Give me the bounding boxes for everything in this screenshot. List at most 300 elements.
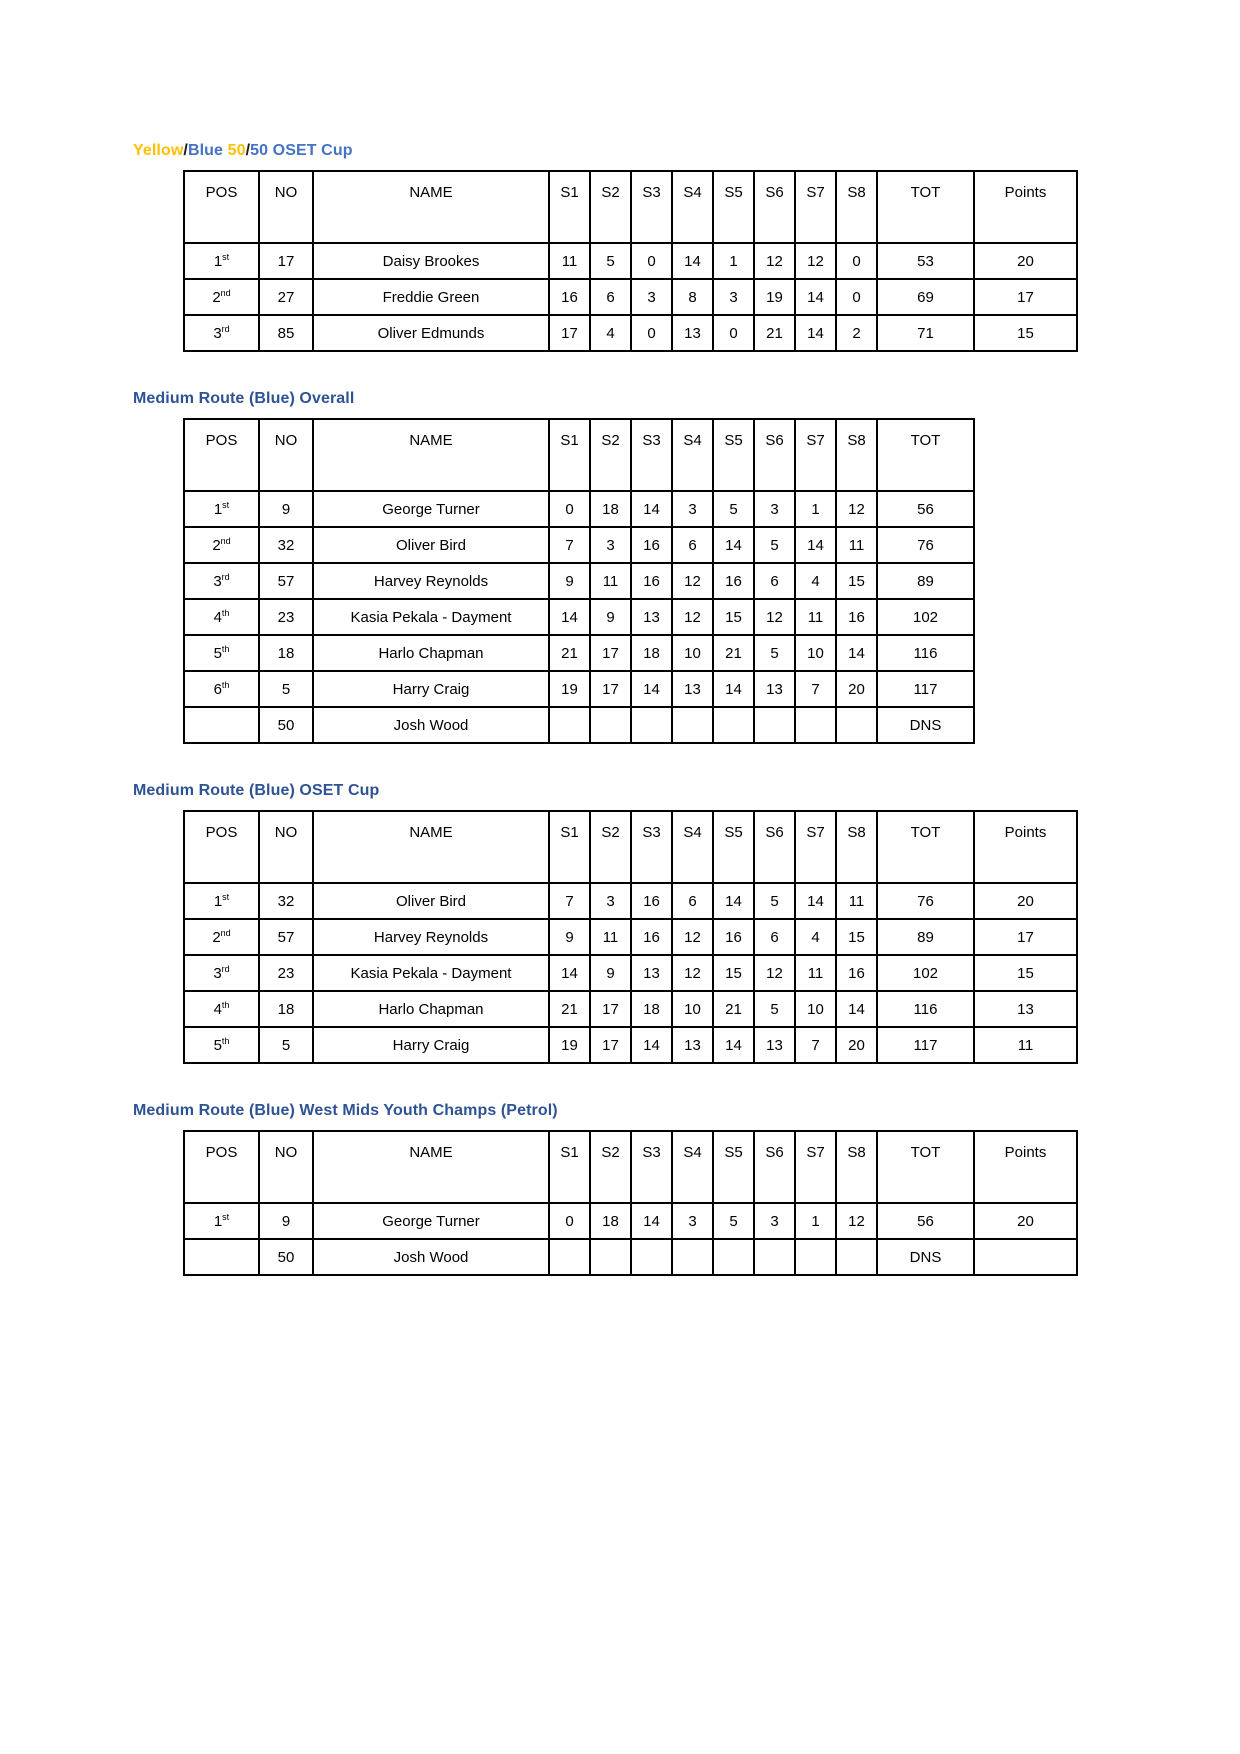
column-header-s6: S6 bbox=[754, 1131, 795, 1203]
table-row bbox=[184, 599, 974, 635]
score-cell-s4: 13 bbox=[672, 1027, 713, 1063]
score-cell-s3 bbox=[631, 707, 672, 743]
ordinal-suffix: th bbox=[221, 679, 230, 690]
score-cell-s3: 14 bbox=[631, 1027, 672, 1063]
column-header-no: NO bbox=[259, 171, 313, 243]
column-header-s7: S7 bbox=[795, 1131, 836, 1203]
pos-number: 3 bbox=[213, 324, 222, 342]
column-header-pos: POS bbox=[184, 1131, 259, 1203]
points-cell: 17 bbox=[974, 279, 1077, 315]
score-cell-s1: 0 bbox=[549, 1203, 590, 1239]
table-row bbox=[184, 671, 974, 707]
score-cell-s4 bbox=[672, 707, 713, 743]
score-cell-s7: 14 bbox=[795, 527, 836, 563]
pos-number: 5 bbox=[213, 644, 222, 662]
score-cell-s2: 17 bbox=[590, 635, 631, 671]
pos-cell bbox=[184, 707, 259, 743]
pos-cell bbox=[184, 599, 259, 635]
score-cell-s2 bbox=[590, 1239, 631, 1275]
score-cell-s3 bbox=[631, 1239, 672, 1275]
pos-cell bbox=[184, 883, 259, 919]
name-cell: Harvey Reynolds bbox=[313, 563, 549, 599]
column-header-s4: S4 bbox=[672, 419, 713, 491]
score-cell-s8: 12 bbox=[836, 491, 877, 527]
score-cell-s4: 8 bbox=[672, 279, 713, 315]
pos-cell bbox=[184, 243, 259, 279]
score-cell-s5: 14 bbox=[713, 527, 754, 563]
score-cell-s5: 1 bbox=[713, 243, 754, 279]
table-row bbox=[184, 883, 1077, 919]
ordinal-suffix: st bbox=[222, 251, 230, 262]
no-cell: 57 bbox=[259, 919, 313, 955]
pos-number: 1 bbox=[213, 500, 223, 518]
section-title-part: Medium Route (Blue) OSET Cup bbox=[133, 782, 380, 799]
score-cell-s5 bbox=[713, 707, 754, 743]
score-cell-s2: 9 bbox=[590, 955, 631, 991]
tot-cell: 89 bbox=[877, 563, 974, 599]
column-header-s8: S8 bbox=[836, 171, 877, 243]
section-title-part: Yellow bbox=[133, 142, 184, 159]
no-cell: 57 bbox=[259, 563, 313, 599]
pos-cell bbox=[184, 1239, 259, 1275]
table-row bbox=[184, 991, 1077, 1027]
score-cell-s8: 0 bbox=[836, 243, 877, 279]
score-cell-s5: 16 bbox=[713, 919, 754, 955]
ordinal-suffix: st bbox=[222, 499, 230, 510]
column-header-s3: S3 bbox=[631, 419, 672, 491]
tot-cell: 76 bbox=[877, 527, 974, 563]
pos-number: 1 bbox=[213, 1212, 223, 1230]
points-cell: 20 bbox=[974, 1203, 1077, 1239]
column-header-name: NAME bbox=[313, 171, 549, 243]
ordinal-suffix: rd bbox=[221, 323, 230, 334]
score-cell-s6: 3 bbox=[754, 491, 795, 527]
pos-number: 4 bbox=[213, 1000, 222, 1018]
column-header-points: Points bbox=[974, 171, 1077, 243]
score-cell-s5: 14 bbox=[713, 1027, 754, 1063]
score-cell-s4: 13 bbox=[672, 671, 713, 707]
column-header-s8: S8 bbox=[836, 1131, 877, 1203]
points-cell: 11 bbox=[974, 1027, 1077, 1063]
column-header-s6: S6 bbox=[754, 811, 795, 883]
ordinal-suffix: nd bbox=[220, 535, 231, 546]
score-cell-s7: 4 bbox=[795, 563, 836, 599]
tot-cell: 102 bbox=[877, 955, 974, 991]
ordinal-suffix: th bbox=[221, 643, 230, 654]
section-title bbox=[133, 388, 1093, 410]
results-table bbox=[183, 418, 975, 744]
column-header-no: NO bbox=[259, 811, 313, 883]
score-cell-s8: 20 bbox=[836, 1027, 877, 1063]
ordinal-suffix: rd bbox=[221, 963, 230, 974]
score-cell-s2: 18 bbox=[590, 491, 631, 527]
score-cell-s7 bbox=[795, 707, 836, 743]
score-cell-s5 bbox=[713, 1239, 754, 1275]
results-table bbox=[183, 810, 1078, 1064]
no-cell: 23 bbox=[259, 955, 313, 991]
score-cell-s5: 0 bbox=[713, 315, 754, 351]
section-title-part: 50 OSET Cup bbox=[250, 142, 353, 159]
score-cell-s2: 3 bbox=[590, 883, 631, 919]
table-row bbox=[184, 279, 1077, 315]
tot-cell: 56 bbox=[877, 1203, 974, 1239]
score-cell-s2: 18 bbox=[590, 1203, 631, 1239]
score-cell-s4: 13 bbox=[672, 315, 713, 351]
score-cell-s2: 17 bbox=[590, 1027, 631, 1063]
tot-cell: DNS bbox=[877, 1239, 974, 1275]
name-cell: George Turner bbox=[313, 491, 549, 527]
pos-cell bbox=[184, 1027, 259, 1063]
points-cell: 13 bbox=[974, 991, 1077, 1027]
no-cell: 23 bbox=[259, 599, 313, 635]
score-cell-s5: 5 bbox=[713, 1203, 754, 1239]
score-cell-s8: 14 bbox=[836, 991, 877, 1027]
score-cell-s1: 7 bbox=[549, 527, 590, 563]
column-header-s4: S4 bbox=[672, 171, 713, 243]
score-cell-s7: 14 bbox=[795, 315, 836, 351]
section-title-part: / bbox=[245, 142, 251, 159]
score-cell-s1: 21 bbox=[549, 991, 590, 1027]
pos-cell bbox=[184, 919, 259, 955]
pos-cell bbox=[184, 491, 259, 527]
score-cell-s7: 7 bbox=[795, 1027, 836, 1063]
name-cell: Daisy Brookes bbox=[313, 243, 549, 279]
pos-cell bbox=[184, 527, 259, 563]
name-cell: Kasia Pekala - Dayment bbox=[313, 955, 549, 991]
tot-cell: 69 bbox=[877, 279, 974, 315]
column-header-s7: S7 bbox=[795, 811, 836, 883]
score-cell-s6 bbox=[754, 707, 795, 743]
column-header-name: NAME bbox=[313, 811, 549, 883]
score-cell-s1: 9 bbox=[549, 563, 590, 599]
pos-cell bbox=[184, 991, 259, 1027]
pos-number: 2 bbox=[212, 288, 221, 306]
score-cell-s2: 4 bbox=[590, 315, 631, 351]
no-cell: 27 bbox=[259, 279, 313, 315]
score-cell-s7: 14 bbox=[795, 279, 836, 315]
score-cell-s5: 5 bbox=[713, 491, 754, 527]
score-cell-s3: 16 bbox=[631, 563, 672, 599]
score-cell-s4: 10 bbox=[672, 635, 713, 671]
score-cell-s5: 21 bbox=[713, 635, 754, 671]
points-cell: 17 bbox=[974, 919, 1077, 955]
score-cell-s5: 14 bbox=[713, 883, 754, 919]
score-cell-s2: 11 bbox=[590, 563, 631, 599]
score-cell-s1: 16 bbox=[549, 279, 590, 315]
score-cell-s4: 10 bbox=[672, 991, 713, 1027]
score-cell-s2 bbox=[590, 707, 631, 743]
results-table-head bbox=[184, 811, 1077, 883]
score-cell-s8: 2 bbox=[836, 315, 877, 351]
tot-cell: 117 bbox=[877, 671, 974, 707]
score-cell-s3: 18 bbox=[631, 635, 672, 671]
sections-container bbox=[133, 140, 1093, 1276]
results-table-head bbox=[184, 1131, 1077, 1203]
pos-cell bbox=[184, 563, 259, 599]
score-cell-s2: 9 bbox=[590, 599, 631, 635]
ordinal-suffix: st bbox=[222, 891, 230, 902]
score-cell-s1: 14 bbox=[549, 599, 590, 635]
section-title-part: 50 bbox=[227, 142, 246, 159]
column-header-s6: S6 bbox=[754, 419, 795, 491]
score-cell-s5: 21 bbox=[713, 991, 754, 1027]
name-cell: Harry Craig bbox=[313, 671, 549, 707]
score-cell-s4: 14 bbox=[672, 243, 713, 279]
pos-number: 1 bbox=[213, 252, 223, 270]
score-cell-s8 bbox=[836, 1239, 877, 1275]
points-cell: 15 bbox=[974, 955, 1077, 991]
column-header-tot: TOT bbox=[877, 811, 974, 883]
pos-number: 5 bbox=[213, 1036, 222, 1054]
name-cell: Harry Craig bbox=[313, 1027, 549, 1063]
score-cell-s4: 3 bbox=[672, 1203, 713, 1239]
column-header-s2: S2 bbox=[590, 811, 631, 883]
score-cell-s2: 17 bbox=[590, 991, 631, 1027]
score-cell-s6: 12 bbox=[754, 955, 795, 991]
pos-number: 4 bbox=[213, 608, 222, 626]
section-title bbox=[133, 140, 1093, 162]
score-cell-s1: 19 bbox=[549, 671, 590, 707]
pos-cell bbox=[184, 1203, 259, 1239]
column-header-pos: POS bbox=[184, 811, 259, 883]
pos-cell bbox=[184, 635, 259, 671]
column-header-s6: S6 bbox=[754, 171, 795, 243]
ordinal-suffix: th bbox=[221, 607, 230, 618]
score-cell-s2: 17 bbox=[590, 671, 631, 707]
score-cell-s3: 13 bbox=[631, 599, 672, 635]
column-header-s2: S2 bbox=[590, 419, 631, 491]
column-header-s2: S2 bbox=[590, 171, 631, 243]
section-medium-route-blue-oset-cup bbox=[133, 780, 1093, 1064]
score-cell-s6: 13 bbox=[754, 1027, 795, 1063]
column-header-s3: S3 bbox=[631, 171, 672, 243]
score-cell-s8: 16 bbox=[836, 599, 877, 635]
score-cell-s8: 0 bbox=[836, 279, 877, 315]
results-content bbox=[133, 140, 1093, 1312]
points-cell bbox=[974, 1239, 1077, 1275]
column-header-s8: S8 bbox=[836, 419, 877, 491]
score-cell-s6: 19 bbox=[754, 279, 795, 315]
score-cell-s4: 6 bbox=[672, 527, 713, 563]
header-row bbox=[184, 171, 1077, 243]
column-header-no: NO bbox=[259, 1131, 313, 1203]
no-cell: 17 bbox=[259, 243, 313, 279]
score-cell-s1: 9 bbox=[549, 919, 590, 955]
column-header-s3: S3 bbox=[631, 811, 672, 883]
score-cell-s1 bbox=[549, 707, 590, 743]
score-cell-s6: 13 bbox=[754, 671, 795, 707]
score-cell-s2: 5 bbox=[590, 243, 631, 279]
score-cell-s3: 16 bbox=[631, 919, 672, 955]
column-header-s4: S4 bbox=[672, 811, 713, 883]
score-cell-s1: 14 bbox=[549, 955, 590, 991]
score-cell-s3: 18 bbox=[631, 991, 672, 1027]
score-cell-s7 bbox=[795, 1239, 836, 1275]
table-row bbox=[184, 315, 1077, 351]
score-cell-s5: 3 bbox=[713, 279, 754, 315]
ordinal-suffix: th bbox=[221, 1035, 230, 1046]
pos-cell bbox=[184, 955, 259, 991]
table-row bbox=[184, 243, 1077, 279]
pos-cell bbox=[184, 279, 259, 315]
tot-cell: 116 bbox=[877, 991, 974, 1027]
score-cell-s6: 5 bbox=[754, 883, 795, 919]
column-header-s1: S1 bbox=[549, 811, 590, 883]
results-table-head bbox=[184, 419, 974, 491]
table-row bbox=[184, 1239, 1077, 1275]
section-title-part: Medium Route (Blue) Overall bbox=[133, 390, 355, 407]
score-cell-s4: 12 bbox=[672, 563, 713, 599]
section-title-part: Medium Route (Blue) West Mids Youth Champs (Petrol) bbox=[133, 1102, 558, 1119]
pos-number: 2 bbox=[212, 536, 221, 554]
column-header-tot: TOT bbox=[877, 1131, 974, 1203]
name-cell: Oliver Bird bbox=[313, 883, 549, 919]
score-cell-s7: 4 bbox=[795, 919, 836, 955]
column-header-name: NAME bbox=[313, 419, 549, 491]
table-row bbox=[184, 1027, 1077, 1063]
name-cell: Freddie Green bbox=[313, 279, 549, 315]
score-cell-s8: 12 bbox=[836, 1203, 877, 1239]
no-cell: 85 bbox=[259, 315, 313, 351]
no-cell: 18 bbox=[259, 991, 313, 1027]
column-header-no: NO bbox=[259, 419, 313, 491]
score-cell-s1: 17 bbox=[549, 315, 590, 351]
section-title bbox=[133, 1100, 1093, 1122]
tot-cell: 53 bbox=[877, 243, 974, 279]
ordinal-suffix: rd bbox=[221, 571, 230, 582]
score-cell-s7: 7 bbox=[795, 671, 836, 707]
points-cell: 15 bbox=[974, 315, 1077, 351]
results-table-body bbox=[184, 491, 974, 743]
score-cell-s1: 0 bbox=[549, 491, 590, 527]
column-header-s7: S7 bbox=[795, 171, 836, 243]
score-cell-s3: 16 bbox=[631, 527, 672, 563]
points-cell: 20 bbox=[974, 243, 1077, 279]
table-row bbox=[184, 707, 974, 743]
results-table-head bbox=[184, 171, 1077, 243]
column-header-s8: S8 bbox=[836, 811, 877, 883]
score-cell-s7: 1 bbox=[795, 491, 836, 527]
tot-cell: 117 bbox=[877, 1027, 974, 1063]
score-cell-s4: 12 bbox=[672, 955, 713, 991]
section-title bbox=[133, 780, 1093, 802]
score-cell-s7: 11 bbox=[795, 599, 836, 635]
score-cell-s6: 12 bbox=[754, 243, 795, 279]
score-cell-s6: 21 bbox=[754, 315, 795, 351]
column-header-tot: TOT bbox=[877, 171, 974, 243]
pos-number: 3 bbox=[213, 964, 222, 982]
pos-cell bbox=[184, 315, 259, 351]
tot-cell: 76 bbox=[877, 883, 974, 919]
score-cell-s4 bbox=[672, 1239, 713, 1275]
score-cell-s8: 14 bbox=[836, 635, 877, 671]
no-cell: 9 bbox=[259, 1203, 313, 1239]
tot-cell: 71 bbox=[877, 315, 974, 351]
pos-number: 3 bbox=[213, 572, 222, 590]
score-cell-s8: 20 bbox=[836, 671, 877, 707]
header-row bbox=[184, 1131, 1077, 1203]
score-cell-s3: 14 bbox=[631, 1203, 672, 1239]
no-cell: 50 bbox=[259, 1239, 313, 1275]
score-cell-s7: 12 bbox=[795, 243, 836, 279]
no-cell: 5 bbox=[259, 1027, 313, 1063]
column-header-points: Points bbox=[974, 811, 1077, 883]
score-cell-s6 bbox=[754, 1239, 795, 1275]
column-header-s5: S5 bbox=[713, 1131, 754, 1203]
points-cell: 20 bbox=[974, 883, 1077, 919]
score-cell-s3: 14 bbox=[631, 491, 672, 527]
tot-cell: 56 bbox=[877, 491, 974, 527]
name-cell: Harvey Reynolds bbox=[313, 919, 549, 955]
score-cell-s6: 5 bbox=[754, 991, 795, 1027]
score-cell-s1: 19 bbox=[549, 1027, 590, 1063]
score-cell-s7: 1 bbox=[795, 1203, 836, 1239]
no-cell: 32 bbox=[259, 527, 313, 563]
score-cell-s2: 11 bbox=[590, 919, 631, 955]
pos-number: 6 bbox=[213, 680, 222, 698]
pos-cell bbox=[184, 671, 259, 707]
score-cell-s8: 16 bbox=[836, 955, 877, 991]
tot-cell: 89 bbox=[877, 919, 974, 955]
column-header-s1: S1 bbox=[549, 171, 590, 243]
score-cell-s6: 12 bbox=[754, 599, 795, 635]
name-cell: Harlo Chapman bbox=[313, 635, 549, 671]
tot-cell: 116 bbox=[877, 635, 974, 671]
score-cell-s6: 6 bbox=[754, 563, 795, 599]
ordinal-suffix: nd bbox=[220, 287, 231, 298]
score-cell-s3: 0 bbox=[631, 243, 672, 279]
table-row bbox=[184, 491, 974, 527]
section-yellow-blue-50-50-oset-cup bbox=[133, 140, 1093, 352]
score-cell-s3: 13 bbox=[631, 955, 672, 991]
column-header-name: NAME bbox=[313, 1131, 549, 1203]
column-header-s3: S3 bbox=[631, 1131, 672, 1203]
score-cell-s8: 15 bbox=[836, 563, 877, 599]
table-row bbox=[184, 919, 1077, 955]
tot-cell: 102 bbox=[877, 599, 974, 635]
column-header-s4: S4 bbox=[672, 1131, 713, 1203]
no-cell: 32 bbox=[259, 883, 313, 919]
score-cell-s3: 16 bbox=[631, 883, 672, 919]
column-header-s1: S1 bbox=[549, 419, 590, 491]
score-cell-s5: 14 bbox=[713, 671, 754, 707]
name-cell: Josh Wood bbox=[313, 707, 549, 743]
score-cell-s7: 10 bbox=[795, 635, 836, 671]
results-table bbox=[183, 170, 1078, 352]
column-header-s2: S2 bbox=[590, 1131, 631, 1203]
score-cell-s3: 14 bbox=[631, 671, 672, 707]
column-header-tot: TOT bbox=[877, 419, 974, 491]
name-cell: Oliver Edmunds bbox=[313, 315, 549, 351]
score-cell-s4: 3 bbox=[672, 491, 713, 527]
results-table-body bbox=[184, 1203, 1077, 1275]
column-header-pos: POS bbox=[184, 171, 259, 243]
no-cell: 9 bbox=[259, 491, 313, 527]
section-title-part: / bbox=[183, 142, 188, 159]
score-cell-s1 bbox=[549, 1239, 590, 1275]
score-cell-s8: 11 bbox=[836, 527, 877, 563]
table-row bbox=[184, 527, 974, 563]
score-cell-s4: 12 bbox=[672, 919, 713, 955]
score-cell-s5: 15 bbox=[713, 955, 754, 991]
header-row bbox=[184, 419, 974, 491]
column-header-s5: S5 bbox=[713, 419, 754, 491]
column-header-s1: S1 bbox=[549, 1131, 590, 1203]
no-cell: 18 bbox=[259, 635, 313, 671]
table-row bbox=[184, 563, 974, 599]
score-cell-s2: 3 bbox=[590, 527, 631, 563]
score-cell-s2: 6 bbox=[590, 279, 631, 315]
